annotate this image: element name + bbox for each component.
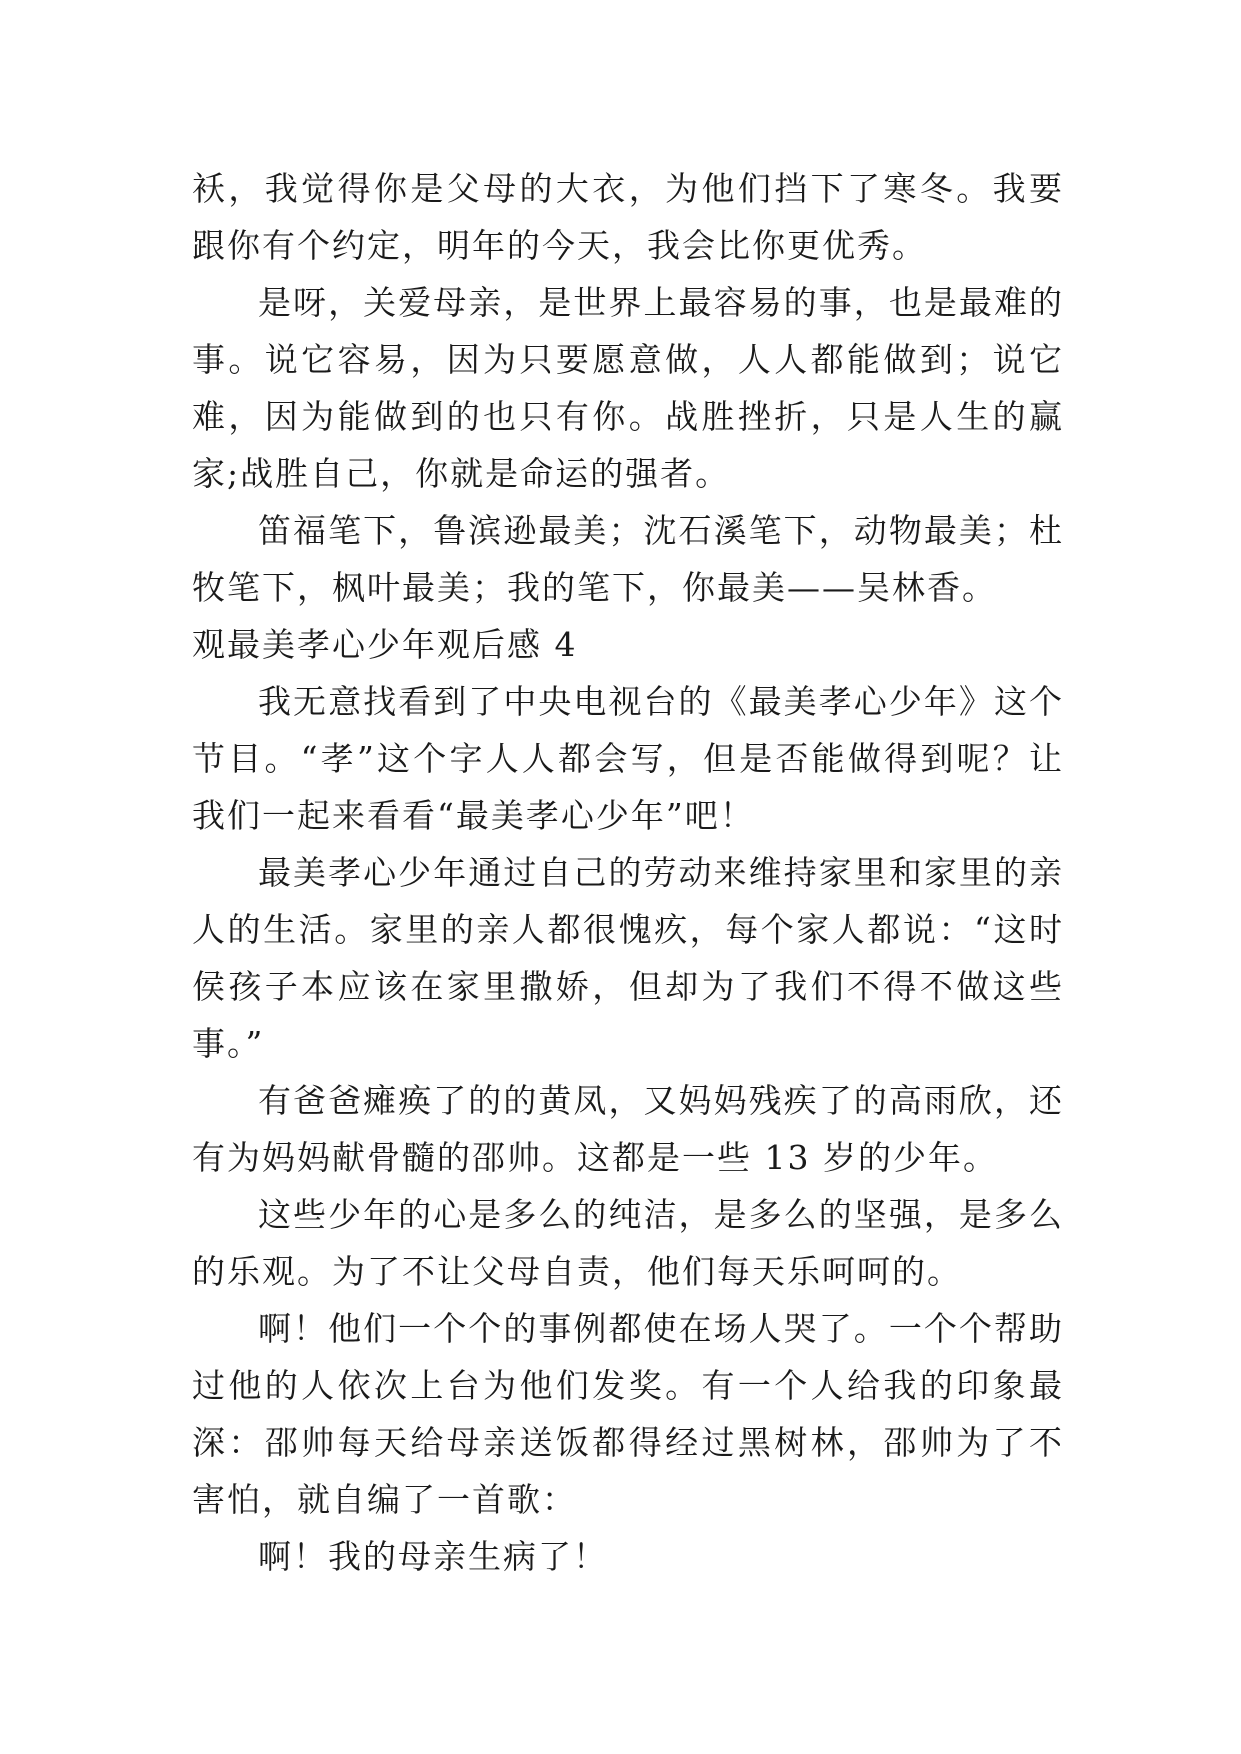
paragraph-6: 最美孝心少年通过自己的劳动来维持家里和家里的亲人的生活。家里的亲人都很愧疚，每个家人都说：“这时侯孩子本应该在家里撒娇，但却为了我们不得不做这些事。” bbox=[192, 853, 1064, 1063]
paragraph-3: 笛福笔下，鲁滨逊最美；沈石溪笔下，动物最美；杜牧笔下，枫叶最美；我的笔下，你最美——吴林香。 bbox=[192, 511, 1064, 607]
section-heading: 观最美孝心少年观后感 4 bbox=[192, 625, 578, 664]
paragraph-10: 啊！我的母亲生病了！ bbox=[258, 1537, 608, 1576]
paragraph-7: 有爸爸瘫痪了的的黄凤，又妈妈残疾了的高雨欣，还有为妈妈献骨髓的邵帅。这都是一些 13 岁的少年。 bbox=[192, 1081, 1064, 1177]
paragraph-2: 是呀，关爱母亲，是世界上最容易的事，也是最难的事。说它容易，因为只要愿意做，人人都能做到；说它难，因为能做到的也只有你。战胜挫折，只是人生的赢家;战胜自己，你就是命运的强者。 bbox=[192, 283, 1064, 493]
paragraph-5: 我无意找看到了中央电视台的《最美孝心少年》这个节目。“孝”这个字人人都会写，但是否能做得到呢？让我们一起来看看“最美孝心少年”吧！ bbox=[192, 682, 1064, 835]
paragraph-1: 袄，我觉得你是父母的大衣，为他们挡下了寒冬。我要跟你有个约定，明年的今天，我会比你更优秀。 bbox=[192, 169, 1064, 265]
paragraph-8: 这些少年的心是多么的纯洁，是多么的坚强，是多么的乐观。为了不让父母自责，他们每天乐呵呵的。 bbox=[192, 1195, 1064, 1291]
paragraph-9: 啊！他们一个个的事例都使在场人哭了。一个个帮助过他的人依次上台为他们发奖。有一个人给我的印象最深：邵帅每天给母亲送饭都得经过黑树林，邵帅为了不害怕，就自编了一首歌： bbox=[192, 1309, 1064, 1519]
document-body bbox=[192, 160, 1064, 1585]
